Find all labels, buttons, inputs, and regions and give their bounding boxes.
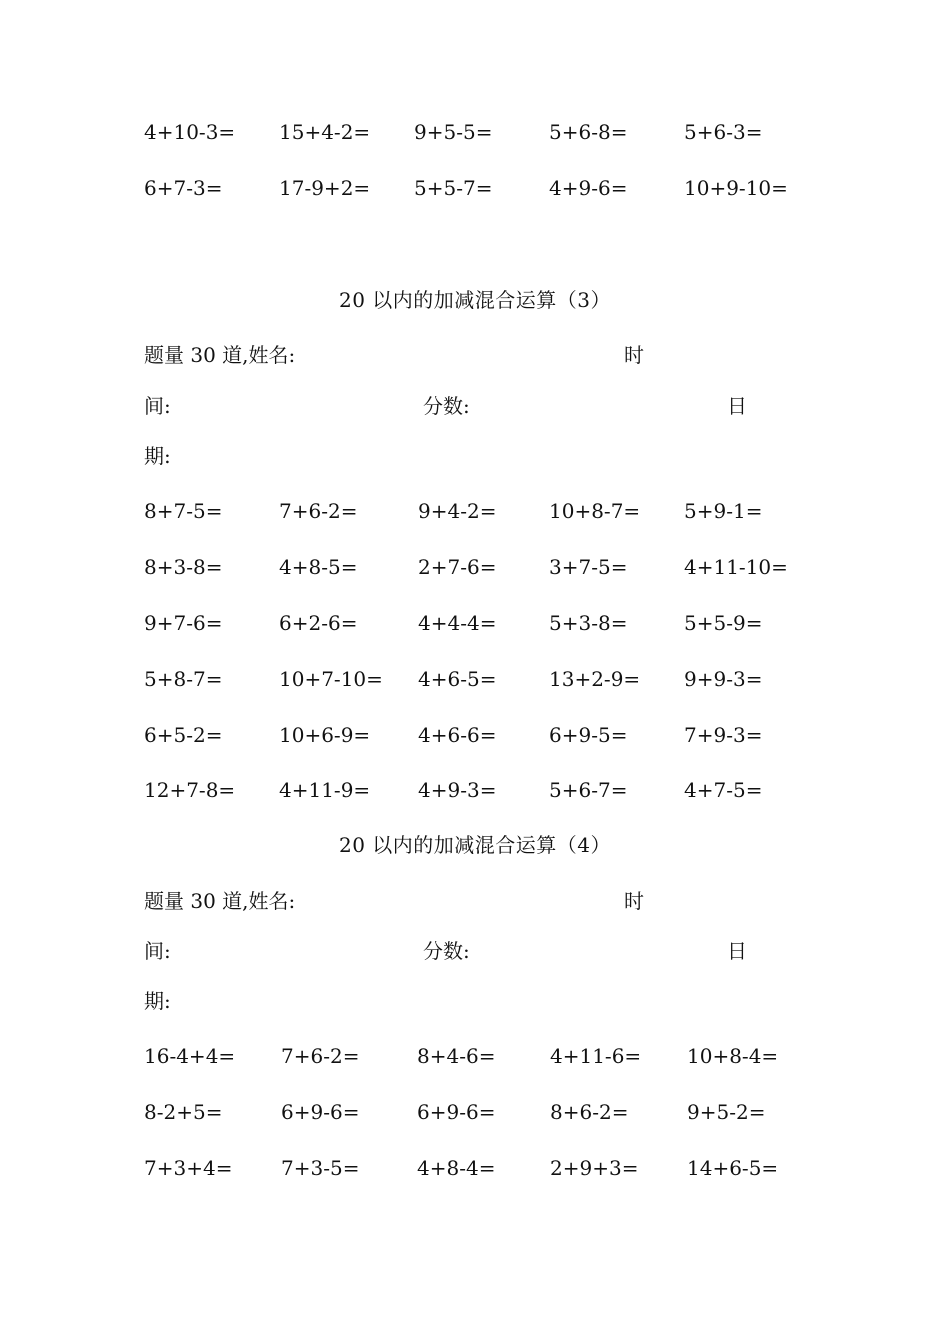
- problem-row: [0, 1154, 950, 1182]
- problem-row: [0, 118, 950, 146]
- problem: 5+6-3=: [684, 120, 763, 144]
- problem: 7+9-3=: [684, 723, 763, 747]
- time-label-part2: 间:: [144, 939, 171, 963]
- problem: 4+11-10=: [684, 555, 788, 579]
- problem: 9+9-3=: [684, 667, 763, 691]
- problem: 6+5-2=: [144, 723, 223, 747]
- problem-row: [0, 497, 950, 525]
- problem: 7+6-2=: [281, 1044, 360, 1068]
- problem-row: [0, 776, 950, 804]
- problem: 4+9-3=: [418, 778, 497, 802]
- score-label: 分数:: [423, 394, 470, 418]
- problem-row: [0, 609, 950, 637]
- problem: 9+4-2=: [418, 499, 497, 523]
- date-label-part1: 日: [727, 394, 747, 418]
- date-label-part2: 期:: [144, 444, 171, 468]
- problem: 2+9+3=: [550, 1156, 639, 1180]
- problem: 10+6-9=: [279, 723, 371, 747]
- problem: 4+11-9=: [279, 778, 371, 802]
- problem: 9+5-2=: [687, 1100, 766, 1124]
- time-label-part2: 间:: [144, 394, 171, 418]
- problem-row: [0, 1042, 950, 1070]
- problem: 6+9-6=: [417, 1100, 496, 1124]
- problem: 6+9-6=: [281, 1100, 360, 1124]
- problem: 4+9-6=: [549, 176, 628, 200]
- problem: 8+6-2=: [550, 1100, 629, 1124]
- section-title: 20 以内的加减混合运算（4）: [338, 833, 612, 857]
- problem: 2+7-6=: [418, 555, 497, 579]
- problem: 4+11-6=: [550, 1044, 642, 1068]
- problem: 5+6-8=: [549, 120, 628, 144]
- problem: 7+6-2=: [279, 499, 358, 523]
- problem: 4+7-5=: [684, 778, 763, 802]
- problem: 8-2+5=: [144, 1100, 223, 1124]
- problem: 6+9-5=: [549, 723, 628, 747]
- problem: 3+7-5=: [549, 555, 628, 579]
- section-title: 20 以内的加减混合运算（3）: [338, 288, 612, 312]
- problem: 5+9-1=: [684, 499, 763, 523]
- problem: 10+8-4=: [687, 1044, 779, 1068]
- problem: 17-9+2=: [279, 176, 371, 200]
- problem: 4+8-5=: [279, 555, 358, 579]
- time-label-part1: 时: [624, 889, 644, 913]
- problem: 5+5-7=: [414, 176, 493, 200]
- problem: 13+2-9=: [549, 667, 641, 691]
- count-name-label: 题量 30 道,姓名:: [144, 343, 296, 367]
- problem: 9+5-5=: [414, 120, 493, 144]
- problem: 10+9-10=: [684, 176, 788, 200]
- date-label-part1: 日: [727, 939, 747, 963]
- problem: 5+3-8=: [549, 611, 628, 635]
- problem: 10+8-7=: [549, 499, 641, 523]
- problem-row: [0, 553, 950, 581]
- problem: 15+4-2=: [279, 120, 371, 144]
- problem: 14+6-5=: [687, 1156, 779, 1180]
- problem-row: [0, 721, 950, 749]
- problem-row: [0, 174, 950, 202]
- problem: 6+2-6=: [279, 611, 358, 635]
- problem: 9+7-6=: [144, 611, 223, 635]
- score-label: 分数:: [423, 939, 470, 963]
- problem: 5+8-7=: [144, 667, 223, 691]
- problem: 5+6-7=: [549, 778, 628, 802]
- problem: 10+7-10=: [279, 667, 383, 691]
- count-name-label: 题量 30 道,姓名:: [144, 889, 296, 913]
- date-label-part2: 期:: [144, 989, 171, 1013]
- problem: 4+8-4=: [417, 1156, 496, 1180]
- problem: 5+5-9=: [684, 611, 763, 635]
- problem: 16-4+4=: [144, 1044, 236, 1068]
- problem-row: [0, 665, 950, 693]
- problem: 4+6-6=: [418, 723, 497, 747]
- problem: 7+3-5=: [281, 1156, 360, 1180]
- problem: 4+10-3=: [144, 120, 236, 144]
- time-label-part1: 时: [624, 343, 644, 367]
- problem: 7+3+4=: [144, 1156, 233, 1180]
- problem: 6+7-3=: [144, 176, 223, 200]
- problem: 8+4-6=: [417, 1044, 496, 1068]
- problem-row: [0, 1098, 950, 1126]
- problem: 12+7-8=: [144, 778, 236, 802]
- problem: 4+6-5=: [418, 667, 497, 691]
- problem: 4+4-4=: [418, 611, 497, 635]
- problem: 8+7-5=: [144, 499, 223, 523]
- problem: 8+3-8=: [144, 555, 223, 579]
